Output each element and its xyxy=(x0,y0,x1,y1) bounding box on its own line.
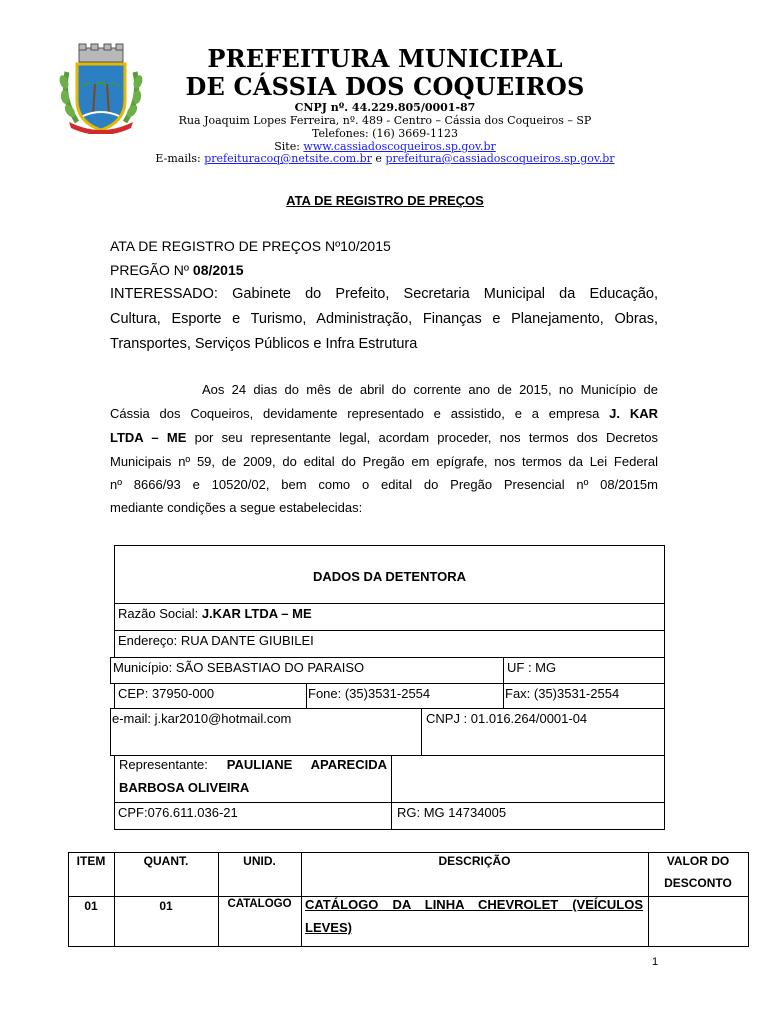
para-line-4: Municipais nº 59, de 2009, do edital do Pregão em epígrafe, nos termos da Lei Federal xyxy=(110,454,658,469)
fax: Fax: (35)3531-2554 xyxy=(505,686,620,701)
pregao-line xyxy=(110,262,244,278)
header-address: Rua Joaquim Lopes Ferreira, nº. 489 - Centro – Cássia dos Coqueiros – SP xyxy=(178,114,592,127)
col-header-desconto: DESCONTO xyxy=(664,876,732,890)
representante xyxy=(119,757,387,772)
interessado-line-2: Cultura, Esporte e Turismo, Administração, Finanças e Planejamento, Obras, xyxy=(110,311,658,327)
email-link-2[interactable]: prefeitura@cassiadoscoqueiros.sp.gov.br xyxy=(385,152,615,165)
header-cnpj: CNPJ nº. 44.229.805/0001-87 xyxy=(294,101,476,114)
doc-heading-wrap xyxy=(0,193,770,208)
rep-value-1: PAULIANE APARECIDA xyxy=(226,757,387,772)
site-label: Site: xyxy=(274,140,304,153)
para-line-3 xyxy=(110,430,658,445)
col-header-descricao: DESCRIÇÃO xyxy=(438,854,511,868)
cpf: CPF:076.611.036-21 xyxy=(118,805,238,820)
para-line-1: Aos 24 dias do mês de abril do corrente ano de 2015, no Município de xyxy=(202,382,658,397)
endereco: Endereço: RUA DANTE GIUBILEI xyxy=(118,633,314,648)
rg: RG: MG 14734005 xyxy=(397,805,507,820)
row-quant: 01 xyxy=(159,899,173,913)
col-header-item: ITEM xyxy=(76,854,106,868)
doc-heading: ATA DE REGISTRO DE PREÇOS xyxy=(286,193,484,208)
razao-social xyxy=(118,606,312,621)
row-desc-line-1: CATÁLOGO DA LINHA CHEVROLET (VEÍCULOS xyxy=(305,897,643,912)
para-line-6: mediante condições a segue estabelecidas: xyxy=(110,500,363,515)
cnpj: CNPJ : 01.016.264/0001-04 xyxy=(426,711,588,726)
interessado-line-3: Transportes, Serviços Públicos e Infra Estrutura xyxy=(110,336,418,352)
municipio: Município: SÃO SEBASTIAO DO PARAISO xyxy=(113,660,365,675)
rep-label: Representante: xyxy=(119,757,227,772)
pregao-label: PREGÃO Nº xyxy=(110,262,193,278)
rep-value-2: BARBOSA OLIVEIRA xyxy=(119,780,250,795)
cep: CEP: 37950-000 xyxy=(118,686,215,701)
header-title-line1: PREFEITURA MUNICIPAL xyxy=(207,44,563,73)
header-emails xyxy=(0,152,770,165)
fone: Fone: (35)3531-2554 xyxy=(308,686,431,701)
email: e-mail: j.kar2010@hotmail.com xyxy=(112,711,292,726)
razao-label: Razão Social: xyxy=(118,606,202,621)
header-phones: Telefones: (16) 3669-1123 xyxy=(312,127,458,140)
col-header-quant: QUANT. xyxy=(143,854,189,868)
company-name-part2: LTDA – ME xyxy=(110,430,187,445)
header-title-line2: DE CÁSSIA DOS COQUEIROS xyxy=(185,72,585,101)
col-header-unid: UNID. xyxy=(243,854,276,868)
uf: UF : MG xyxy=(507,660,557,675)
site-link[interactable]: www.cassiadoscoqueiros.sp.gov.br xyxy=(303,140,496,153)
ata-number: ATA DE REGISTRO DE PREÇOS Nº10/2015 xyxy=(110,238,391,254)
detentora-title: DADOS DA DETENTORA xyxy=(312,569,467,584)
para-line-2 xyxy=(110,406,658,421)
row-desc-line-2: LEVES) xyxy=(305,920,352,935)
email-link-1[interactable]: prefeituracoq@netsite.com.br xyxy=(204,152,372,165)
para-line-2-text: Cássia dos Coqueiros, devidamente representado e assistido, e a empresa xyxy=(110,406,610,421)
razao-value: J.KAR LTDA – ME xyxy=(201,606,312,621)
page-number: 1 xyxy=(652,956,659,968)
pregao-number: 08/2015 xyxy=(192,262,244,278)
col-header-valor: VALOR DO xyxy=(666,854,730,868)
para-line-5: nº 8666/93 e 10520/02, bem como o edital do Pregão Presencial nº 08/2015m xyxy=(110,477,658,492)
row-item: 01 xyxy=(84,899,98,913)
para-line-3-text: por seu representante legal, acordam proceder, nos termos dos Decretos xyxy=(186,430,658,445)
emails-join: e xyxy=(371,152,386,165)
company-name-part1: J. KAR xyxy=(609,406,658,421)
interessado-line-1: INTERESSADO: Gabinete do Prefeito, Secretaria Municipal da Educação, xyxy=(110,286,658,302)
emails-label: E-mails: xyxy=(155,152,205,165)
row-unid: CATALOGO xyxy=(227,898,292,910)
